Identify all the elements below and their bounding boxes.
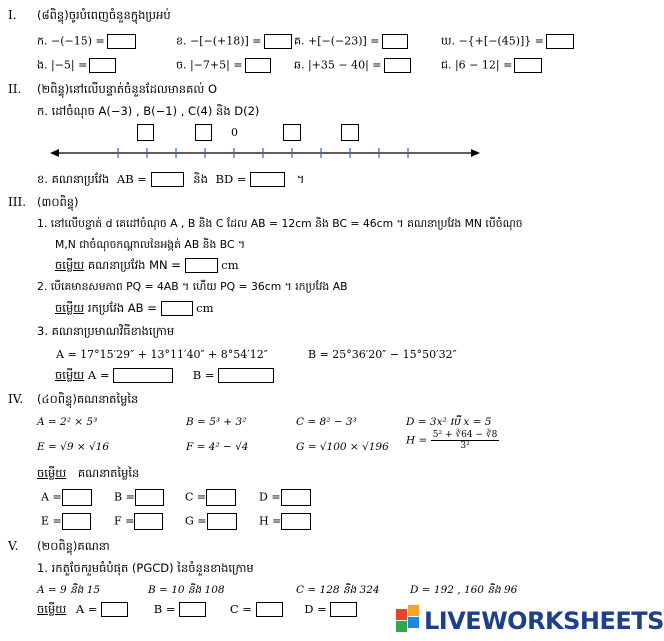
s2-part-a-label: ក. ដៅចំណុច A(−3) , B(−1) , C(4) និង D(2) xyxy=(37,104,260,118)
expr-g: G = √100 × √196 xyxy=(296,441,389,453)
s1-item-g: ឆ. |+35 − 40| = xyxy=(294,58,411,75)
s3-q1-text-2: M,N ជាចំណុចកណ្តាលនៃអង្កត់ AB និង BC ។ xyxy=(55,238,246,251)
s4-answer-e: E = xyxy=(41,513,91,530)
number-line-box-4[interactable] xyxy=(341,124,359,141)
s4-answer-box-c[interactable] xyxy=(206,489,236,506)
expr-e: E = √9 × √16 xyxy=(37,441,110,453)
s5-pair-a: A = 9 និង 15 xyxy=(37,584,101,596)
section-5-roman: V. xyxy=(8,539,19,553)
s4-answer-heading: ចម្លើយ គណនាតម្លៃនៃ xyxy=(37,466,140,480)
s1-answer-box-d[interactable] xyxy=(546,34,574,49)
s1-item-h: ជ. |6 − 12| = xyxy=(441,58,542,75)
s5-pair-d: D = 192 , 160 និង 96 xyxy=(410,584,518,596)
s4-answer-c: C = xyxy=(185,489,236,506)
s3-q3-answer: ចម្លើយ A = B = xyxy=(55,368,274,385)
section-4-roman: IV. xyxy=(8,392,24,406)
s5-pair-c: C = 128 និង 324 xyxy=(296,584,380,596)
liveworksheets-logo xyxy=(388,601,664,641)
s1-answer-box-c[interactable] xyxy=(382,34,408,49)
s4-answer-box-a[interactable] xyxy=(62,489,92,506)
s5-answer-box-a[interactable] xyxy=(101,602,128,617)
expr-h-denominator: 3² xyxy=(460,441,470,451)
number-line xyxy=(50,143,480,163)
s5-answer-row: ចម្លើយ A = B = C = D = xyxy=(37,602,357,619)
s4-answer-box-e[interactable] xyxy=(62,513,91,530)
expr-a: A = 2² × 5³ xyxy=(37,416,98,428)
s1-item-a: ក. −(−15) = xyxy=(37,34,136,51)
section-3-roman: III. xyxy=(8,195,27,209)
s4-answer-box-d[interactable] xyxy=(281,489,311,506)
section-1-title: (៨ពិន្ទុ)ចូរបំពេញចំនួនក្នុងប្រអប់ xyxy=(37,8,171,22)
s1-item-f: ច. |−7+5| = xyxy=(176,58,271,75)
section-1-roman: I. xyxy=(8,8,17,22)
angle-b-answer-box[interactable] xyxy=(218,368,274,383)
s4-answer-box-f[interactable] xyxy=(134,513,163,530)
s5-answer-box-b[interactable] xyxy=(179,602,206,617)
s4-answer-b: B = xyxy=(114,489,164,506)
s1-item-e: ង. |−5| = xyxy=(37,58,116,75)
expr-b: B = 5³ + 3² xyxy=(186,416,247,428)
s3-expression-b: B = 25°36′20″ − 15°50′32″ xyxy=(308,348,457,361)
number-line-box-3[interactable] xyxy=(283,124,301,141)
origin-label: 0 xyxy=(231,126,238,139)
s3-expression-a: A = 17°15′29″ + 13°11′40″ + 8°54′12″ xyxy=(56,348,268,361)
s1-answer-box-b[interactable] xyxy=(264,34,292,49)
s1-answer-box-a[interactable] xyxy=(107,34,136,49)
s4-answer-f: F = xyxy=(114,513,163,530)
s1-answer-box-h[interactable] xyxy=(514,58,542,73)
s4-answer-box-b[interactable] xyxy=(135,489,164,506)
angle-a-answer-box[interactable] xyxy=(113,368,173,383)
mn-answer-box[interactable] xyxy=(185,258,218,273)
bd-answer-box[interactable] xyxy=(250,172,285,187)
section-2-title: (២ពិន្ទុ)នៅលើបន្ទាត់ចំនួនដែលមានគល់ O xyxy=(37,82,218,96)
s2-part-b-line: ខ. គណនាប្រវែង AB = និង BD = ។ xyxy=(37,172,305,186)
expr-h: H = $\frac{\text{5² + ∛64 − ∛8}}{\text{3²}}$ xyxy=(406,430,498,451)
s5-answer-box-d[interactable] xyxy=(330,602,357,617)
ab-length-answer-box[interactable] xyxy=(161,301,193,316)
s5-pair-b: B = 10 និង 108 xyxy=(148,584,225,596)
expr-d: D = 3x² បើ x = 5 xyxy=(406,416,492,428)
section-3-title: (៣០ពិន្ទុ) xyxy=(37,195,79,209)
s3-q2-text: 2. បើគេមានសមភាព PQ = 4AB ។ ហើយ PQ = 36cm ។ រកប្រវែង AB xyxy=(37,280,348,293)
s1-answer-box-f[interactable] xyxy=(245,58,271,73)
expr-h-numerator: 5² + ∛64 − ∛8 xyxy=(432,430,498,440)
number-line-box-2[interactable] xyxy=(195,124,212,141)
s3-q3-text: 3. គណនាប្រមាណវិធីខាងក្រោម xyxy=(37,324,175,338)
s4-answer-h: H = xyxy=(259,513,311,530)
s1-answer-box-e[interactable] xyxy=(89,58,116,73)
s3-q1-answer: ចម្លើយ គណនាប្រវែង MN = cm xyxy=(55,258,239,272)
s4-answer-g: G = xyxy=(185,513,237,530)
expr-f: F = 4² − √4 xyxy=(186,441,249,453)
liveworksheets-logo-text: LIVEWORKSHEETS xyxy=(424,607,664,635)
liveworksheets-logo-icon xyxy=(396,605,422,635)
s5-q1-text: 1. រកតួចែករួមធំបំផុត (PGCD) នៃចំនួនខាងក្រោម xyxy=(37,561,254,575)
s4-answer-a: A = xyxy=(41,489,92,506)
section-5-title: (២០ពិន្ទុ)គណនា xyxy=(37,539,110,553)
number-line-box-1[interactable] xyxy=(137,124,154,141)
s4-answer-d: D = xyxy=(259,489,311,506)
section-4-title: (៤០ពិន្ទុ)គណនាតម្លៃនៃ xyxy=(37,392,139,406)
s1-answer-box-g[interactable] xyxy=(384,58,411,73)
s1-item-d: ឃ. −{+[−(45)]} = xyxy=(441,34,574,51)
ab-answer-box[interactable] xyxy=(151,172,184,187)
s4-answer-box-g[interactable] xyxy=(207,513,237,530)
s3-q1-text: 1. នៅលើបន្ទាត់ d គេដៅចំណុច A , B និង C ដែល AB = 12cm និង BC = 46cm ។ គណនាប្រវែង MN បើចំណុច xyxy=(37,217,523,230)
s1-item-b: ខ. −[−(+18)] = xyxy=(176,34,292,51)
s1-item-c: គ. +[−(−23)] = xyxy=(294,34,408,51)
s4-answer-box-h[interactable] xyxy=(281,513,311,530)
section-2-roman: II. xyxy=(8,82,22,96)
s5-answer-box-c[interactable] xyxy=(256,602,283,617)
s3-q2-answer: ចម្លើយ រកប្រវែង AB = cm xyxy=(55,301,214,315)
expr-c: C = 8² − 3³ xyxy=(296,416,357,428)
